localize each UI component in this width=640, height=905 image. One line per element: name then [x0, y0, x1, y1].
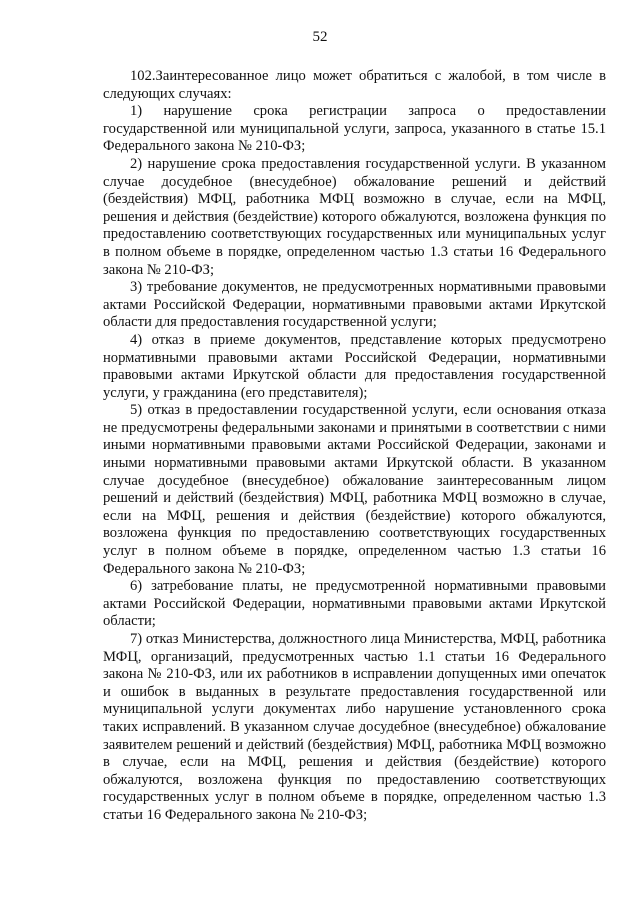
list-item-2: 2) нарушение срока предоставления государственной услуги. В указанном случае досудебное (внесудебное) обжалование решений и действий (бездействия) МФЦ, работника МФЦ возможно в случае, если на МФЦ, решения и действия (бездействие) которого обжалуются, возложена функция по предоставлению соответствующих государственных или муниципальных услуг в полном объеме в порядке, определенном частью 1.3 статьи 16 Федерального закона № 210-ФЗ; [103, 155, 606, 278]
list-item-5: 5) отказ в предоставлении государственной услуги, если основания отказа не предусмотрены федеральными законами и принятыми в соответствии с ними иными нормативными правовыми актами Российской Федерации, законами и иными нормативными правовыми актами Иркутской области. В указанном случае досудебное (внесудебное) обжалование заинтересованным лицом решений и действий (бездействия) МФЦ, работника МФЦ возможно в случае, если на МФЦ, решения и действия (бездействие) которого обжалуются, возложена функция по предоставлению соответствующих государственных услуг в полном объеме в порядке, определенном частью 1.3 статьи 16 Федерального закона № 210-ФЗ; [103, 402, 606, 577]
document-body [103, 68, 606, 825]
page-number: 52 [312, 29, 328, 45]
list-item-6: 6) затребование платы, не предусмотренной нормативными правовыми актами Российской Федерации, нормативными правовыми актами Иркутской области; [103, 578, 606, 630]
list-item-3: 3) требование документов, не предусмотренных нормативными правовыми актами Российской Федерации, нормативными правовыми актами Иркутской области для предоставления государственной услуги; [103, 279, 606, 331]
list-item-1: 1) нарушение срока регистрации запроса о предоставлении государственной или муниципальной услуги, запроса, указанного в статье 15.1 Федерального закона № 210-ФЗ; [103, 103, 606, 155]
paragraph-intro: 102.Заинтересованное лицо может обратиться с жалобой, в том числе в следующих случаях: [103, 68, 606, 102]
list-item-4: 4) отказ в приеме документов, представление которых предусмотрено нормативными правовыми актами Российской Федерации, нормативными правовыми актами Иркутской области для предоставления государственной услуги, у гражданина (его представителя); [103, 331, 606, 401]
list-item-7: 7) отказ Министерства, должностного лица Министерства, МФЦ, работника МФЦ, организаций, предусмотренных частью 1.1 статьи 16 Федерального закона № 210-ФЗ, или их работников в исправлении допущенных ими опечаток и ошибок в выданных в результате предоставления государственной или муниципальной услуги документах либо нарушение установленного срока таких исправлений. В указанном случае досудебное (внесудебное) обжалование заявителем решений и действий (бездействия) МФЦ, работника МФЦ возможно в случае, если на МФЦ, решения и действия (бездействие) которого обжалуются, возложена функция по предоставлению соответствующих государственных услуг в полном объеме в порядке, определенном частью 1.3 статьи 16 Федерального закона № 210-ФЗ; [103, 631, 606, 823]
